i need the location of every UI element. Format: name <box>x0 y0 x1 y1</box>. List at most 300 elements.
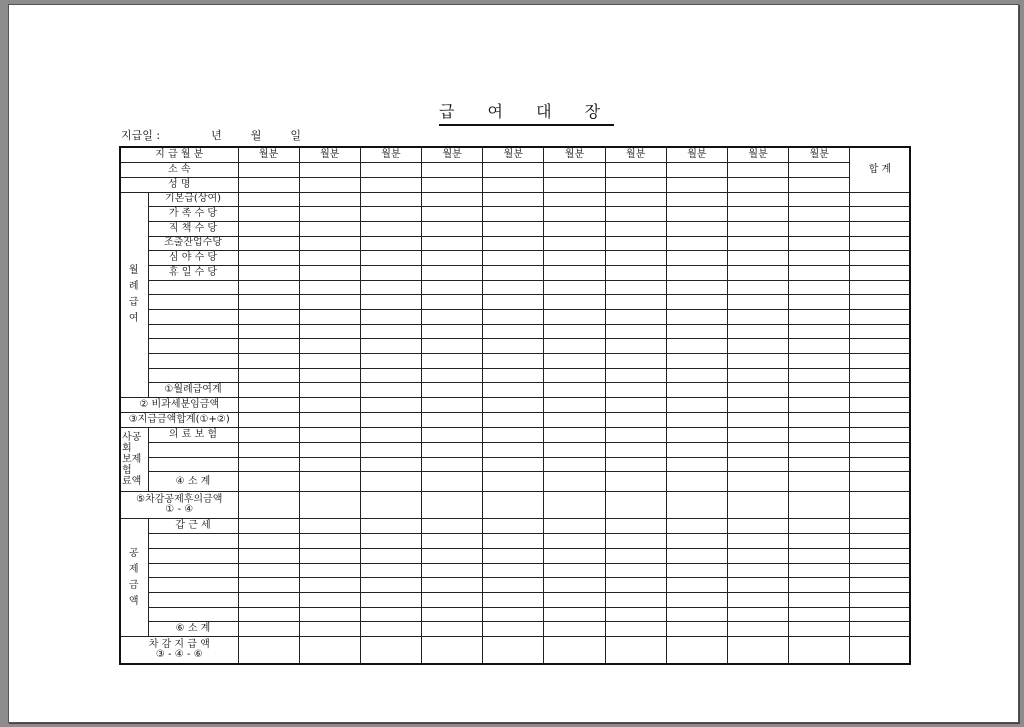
amount-cell[interactable] <box>238 578 299 593</box>
amount-cell[interactable] <box>728 592 789 607</box>
amount-cell[interactable] <box>666 354 727 369</box>
amount-cell[interactable] <box>483 310 544 325</box>
total-cell[interactable] <box>850 310 910 325</box>
amount-cell[interactable] <box>483 177 544 192</box>
amount-cell[interactable] <box>728 192 789 207</box>
amount-cell[interactable] <box>299 383 360 398</box>
total-cell[interactable] <box>850 192 910 207</box>
amount-cell[interactable] <box>789 383 850 398</box>
amount-cell[interactable] <box>789 428 850 443</box>
amount-cell[interactable] <box>544 548 605 563</box>
amount-cell[interactable] <box>422 413 483 428</box>
amount-cell[interactable] <box>483 548 544 563</box>
amount-cell[interactable] <box>238 354 299 369</box>
amount-cell[interactable] <box>299 578 360 593</box>
amount-cell[interactable] <box>299 534 360 549</box>
amount-cell[interactable] <box>789 398 850 413</box>
amount-cell[interactable] <box>544 383 605 398</box>
amount-cell[interactable] <box>360 265 421 280</box>
total-cell[interactable] <box>850 548 910 563</box>
amount-cell[interactable] <box>360 162 421 177</box>
amount-cell[interactable] <box>299 251 360 266</box>
amount-cell[interactable] <box>605 383 666 398</box>
amount-cell[interactable] <box>789 457 850 472</box>
amount-cell[interactable] <box>789 339 850 354</box>
amount-cell[interactable] <box>422 221 483 236</box>
total-cell[interactable] <box>850 534 910 549</box>
total-cell[interactable] <box>850 368 910 383</box>
amount-cell[interactable] <box>544 354 605 369</box>
amount-cell[interactable] <box>483 251 544 266</box>
amount-cell[interactable] <box>666 534 727 549</box>
amount-cell[interactable] <box>422 162 483 177</box>
amount-cell[interactable] <box>605 457 666 472</box>
amount-cell[interactable] <box>789 265 850 280</box>
amount-cell[interactable] <box>544 265 605 280</box>
amount-cell[interactable] <box>666 637 727 664</box>
amount-cell[interactable] <box>238 443 299 458</box>
amount-cell[interactable] <box>483 162 544 177</box>
amount-cell[interactable] <box>666 492 727 519</box>
amount-cell[interactable] <box>483 563 544 578</box>
amount-cell[interactable] <box>728 251 789 266</box>
amount-cell[interactable] <box>360 637 421 664</box>
amount-cell[interactable] <box>605 221 666 236</box>
amount-cell[interactable] <box>666 295 727 310</box>
amount-cell[interactable] <box>483 457 544 472</box>
amount-cell[interactable] <box>422 548 483 563</box>
amount-cell[interactable] <box>789 221 850 236</box>
total-cell[interactable] <box>850 472 910 492</box>
amount-cell[interactable] <box>789 548 850 563</box>
amount-cell[interactable] <box>728 443 789 458</box>
amount-cell[interactable] <box>238 637 299 664</box>
amount-cell[interactable] <box>238 207 299 222</box>
amount-cell[interactable] <box>299 413 360 428</box>
total-cell[interactable] <box>850 457 910 472</box>
amount-cell[interactable] <box>728 383 789 398</box>
total-cell[interactable] <box>850 324 910 339</box>
amount-cell[interactable] <box>789 368 850 383</box>
amount-cell[interactable] <box>605 339 666 354</box>
amount-cell[interactable] <box>605 637 666 664</box>
amount-cell[interactable] <box>666 162 727 177</box>
amount-cell[interactable] <box>299 472 360 492</box>
amount-cell[interactable] <box>605 310 666 325</box>
amount-cell[interactable] <box>360 354 421 369</box>
amount-cell[interactable] <box>789 607 850 622</box>
amount-cell[interactable] <box>360 339 421 354</box>
amount-cell[interactable] <box>299 236 360 251</box>
total-cell[interactable] <box>850 295 910 310</box>
amount-cell[interactable] <box>544 428 605 443</box>
amount-cell[interactable] <box>238 592 299 607</box>
amount-cell[interactable] <box>544 221 605 236</box>
amount-cell[interactable] <box>299 548 360 563</box>
amount-cell[interactable] <box>789 637 850 664</box>
amount-cell[interactable] <box>789 413 850 428</box>
amount-cell[interactable] <box>666 236 727 251</box>
amount-cell[interactable] <box>789 354 850 369</box>
amount-cell[interactable] <box>605 413 666 428</box>
amount-cell[interactable] <box>789 162 850 177</box>
total-cell[interactable] <box>850 622 910 637</box>
amount-cell[interactable] <box>238 428 299 443</box>
amount-cell[interactable] <box>789 534 850 549</box>
amount-cell[interactable] <box>605 428 666 443</box>
amount-cell[interactable] <box>728 578 789 593</box>
amount-cell[interactable] <box>483 295 544 310</box>
amount-cell[interactable] <box>728 207 789 222</box>
amount-cell[interactable] <box>666 563 727 578</box>
amount-cell[interactable] <box>728 622 789 637</box>
amount-cell[interactable] <box>728 177 789 192</box>
amount-cell[interactable] <box>789 324 850 339</box>
amount-cell[interactable] <box>483 413 544 428</box>
total-cell[interactable] <box>850 354 910 369</box>
amount-cell[interactable] <box>544 413 605 428</box>
amount-cell[interactable] <box>360 192 421 207</box>
amount-cell[interactable] <box>483 207 544 222</box>
amount-cell[interactable] <box>422 578 483 593</box>
amount-cell[interactable] <box>299 162 360 177</box>
amount-cell[interactable] <box>360 280 421 295</box>
total-cell[interactable] <box>850 339 910 354</box>
amount-cell[interactable] <box>544 324 605 339</box>
amount-cell[interactable] <box>422 207 483 222</box>
amount-cell[interactable] <box>666 192 727 207</box>
amount-cell[interactable] <box>789 207 850 222</box>
amount-cell[interactable] <box>728 492 789 519</box>
amount-cell[interactable] <box>422 428 483 443</box>
amount-cell[interactable] <box>666 457 727 472</box>
amount-cell[interactable] <box>544 177 605 192</box>
amount-cell[interactable] <box>360 519 421 534</box>
amount-cell[interactable] <box>238 295 299 310</box>
amount-cell[interactable] <box>483 607 544 622</box>
amount-cell[interactable] <box>728 339 789 354</box>
amount-cell[interactable] <box>483 592 544 607</box>
amount-cell[interactable] <box>422 592 483 607</box>
total-cell[interactable] <box>850 383 910 398</box>
amount-cell[interactable] <box>728 280 789 295</box>
amount-cell[interactable] <box>360 592 421 607</box>
amount-cell[interactable] <box>299 622 360 637</box>
total-cell[interactable] <box>850 413 910 428</box>
amount-cell[interactable] <box>605 548 666 563</box>
amount-cell[interactable] <box>728 354 789 369</box>
amount-cell[interactable] <box>299 492 360 519</box>
amount-cell[interactable] <box>422 324 483 339</box>
amount-cell[interactable] <box>422 457 483 472</box>
amount-cell[interactable] <box>789 443 850 458</box>
amount-cell[interactable] <box>605 492 666 519</box>
amount-cell[interactable] <box>605 265 666 280</box>
amount-cell[interactable] <box>422 607 483 622</box>
amount-cell[interactable] <box>238 472 299 492</box>
amount-cell[interactable] <box>483 354 544 369</box>
amount-cell[interactable] <box>238 368 299 383</box>
amount-cell[interactable] <box>605 578 666 593</box>
amount-cell[interactable] <box>422 177 483 192</box>
total-cell[interactable] <box>850 398 910 413</box>
amount-cell[interactable] <box>605 177 666 192</box>
amount-cell[interactable] <box>789 251 850 266</box>
amount-cell[interactable] <box>483 443 544 458</box>
amount-cell[interactable] <box>299 265 360 280</box>
amount-cell[interactable] <box>544 519 605 534</box>
amount-cell[interactable] <box>544 280 605 295</box>
amount-cell[interactable] <box>666 310 727 325</box>
amount-cell[interactable] <box>544 637 605 664</box>
amount-cell[interactable] <box>728 368 789 383</box>
amount-cell[interactable] <box>238 177 299 192</box>
amount-cell[interactable] <box>544 592 605 607</box>
amount-cell[interactable] <box>360 443 421 458</box>
amount-cell[interactable] <box>299 428 360 443</box>
amount-cell[interactable] <box>544 236 605 251</box>
amount-cell[interactable] <box>238 398 299 413</box>
amount-cell[interactable] <box>789 622 850 637</box>
amount-cell[interactable] <box>483 280 544 295</box>
amount-cell[interactable] <box>422 472 483 492</box>
amount-cell[interactable] <box>666 177 727 192</box>
amount-cell[interactable] <box>728 457 789 472</box>
amount-cell[interactable] <box>666 339 727 354</box>
amount-cell[interactable] <box>238 192 299 207</box>
amount-cell[interactable] <box>299 207 360 222</box>
amount-cell[interactable] <box>360 221 421 236</box>
amount-cell[interactable] <box>483 398 544 413</box>
amount-cell[interactable] <box>238 457 299 472</box>
amount-cell[interactable] <box>483 236 544 251</box>
amount-cell[interactable] <box>605 354 666 369</box>
total-cell[interactable] <box>850 592 910 607</box>
amount-cell[interactable] <box>299 398 360 413</box>
amount-cell[interactable] <box>728 162 789 177</box>
amount-cell[interactable] <box>422 310 483 325</box>
amount-cell[interactable] <box>728 413 789 428</box>
amount-cell[interactable] <box>728 324 789 339</box>
amount-cell[interactable] <box>299 354 360 369</box>
amount-cell[interactable] <box>483 368 544 383</box>
amount-cell[interactable] <box>360 310 421 325</box>
total-cell[interactable] <box>850 207 910 222</box>
amount-cell[interactable] <box>360 324 421 339</box>
amount-cell[interactable] <box>299 607 360 622</box>
amount-cell[interactable] <box>544 207 605 222</box>
amount-cell[interactable] <box>422 383 483 398</box>
amount-cell[interactable] <box>238 492 299 519</box>
amount-cell[interactable] <box>483 578 544 593</box>
amount-cell[interactable] <box>666 383 727 398</box>
amount-cell[interactable] <box>360 251 421 266</box>
amount-cell[interactable] <box>360 622 421 637</box>
amount-cell[interactable] <box>360 413 421 428</box>
amount-cell[interactable] <box>666 428 727 443</box>
amount-cell[interactable] <box>605 207 666 222</box>
amount-cell[interactable] <box>728 221 789 236</box>
amount-cell[interactable] <box>422 280 483 295</box>
amount-cell[interactable] <box>483 637 544 664</box>
total-cell[interactable] <box>850 251 910 266</box>
amount-cell[interactable] <box>728 472 789 492</box>
amount-cell[interactable] <box>360 428 421 443</box>
amount-cell[interactable] <box>605 443 666 458</box>
amount-cell[interactable] <box>299 295 360 310</box>
amount-cell[interactable] <box>422 368 483 383</box>
total-cell[interactable] <box>850 428 910 443</box>
amount-cell[interactable] <box>299 192 360 207</box>
amount-cell[interactable] <box>666 519 727 534</box>
amount-cell[interactable] <box>666 578 727 593</box>
amount-cell[interactable] <box>789 280 850 295</box>
amount-cell[interactable] <box>605 192 666 207</box>
amount-cell[interactable] <box>483 428 544 443</box>
amount-cell[interactable] <box>728 398 789 413</box>
total-cell[interactable] <box>850 492 910 519</box>
amount-cell[interactable] <box>544 310 605 325</box>
total-cell[interactable] <box>850 607 910 622</box>
amount-cell[interactable] <box>238 519 299 534</box>
total-cell[interactable] <box>850 280 910 295</box>
amount-cell[interactable] <box>238 563 299 578</box>
amount-cell[interactable] <box>483 324 544 339</box>
amount-cell[interactable] <box>483 221 544 236</box>
amount-cell[interactable] <box>422 354 483 369</box>
amount-cell[interactable] <box>299 368 360 383</box>
amount-cell[interactable] <box>238 339 299 354</box>
amount-cell[interactable] <box>605 295 666 310</box>
total-cell[interactable] <box>850 221 910 236</box>
total-cell[interactable] <box>850 637 910 664</box>
amount-cell[interactable] <box>238 251 299 266</box>
amount-cell[interactable] <box>422 637 483 664</box>
amount-cell[interactable] <box>728 563 789 578</box>
amount-cell[interactable] <box>789 472 850 492</box>
total-cell[interactable] <box>850 563 910 578</box>
amount-cell[interactable] <box>728 236 789 251</box>
amount-cell[interactable] <box>605 607 666 622</box>
amount-cell[interactable] <box>299 519 360 534</box>
amount-cell[interactable] <box>544 339 605 354</box>
amount-cell[interactable] <box>422 192 483 207</box>
amount-cell[interactable] <box>299 457 360 472</box>
amount-cell[interactable] <box>789 177 850 192</box>
amount-cell[interactable] <box>422 295 483 310</box>
amount-cell[interactable] <box>299 443 360 458</box>
amount-cell[interactable] <box>728 265 789 280</box>
amount-cell[interactable] <box>789 592 850 607</box>
amount-cell[interactable] <box>789 519 850 534</box>
amount-cell[interactable] <box>544 457 605 472</box>
amount-cell[interactable] <box>789 492 850 519</box>
amount-cell[interactable] <box>605 280 666 295</box>
total-cell[interactable] <box>850 236 910 251</box>
amount-cell[interactable] <box>238 221 299 236</box>
amount-cell[interactable] <box>483 339 544 354</box>
amount-cell[interactable] <box>422 251 483 266</box>
amount-cell[interactable] <box>360 548 421 563</box>
amount-cell[interactable] <box>605 398 666 413</box>
amount-cell[interactable] <box>789 310 850 325</box>
amount-cell[interactable] <box>422 236 483 251</box>
amount-cell[interactable] <box>360 207 421 222</box>
amount-cell[interactable] <box>422 534 483 549</box>
amount-cell[interactable] <box>728 519 789 534</box>
amount-cell[interactable] <box>666 548 727 563</box>
amount-cell[interactable] <box>238 534 299 549</box>
amount-cell[interactable] <box>666 265 727 280</box>
amount-cell[interactable] <box>360 383 421 398</box>
amount-cell[interactable] <box>360 607 421 622</box>
amount-cell[interactable] <box>544 563 605 578</box>
amount-cell[interactable] <box>422 398 483 413</box>
amount-cell[interactable] <box>422 443 483 458</box>
amount-cell[interactable] <box>238 280 299 295</box>
amount-cell[interactable] <box>728 548 789 563</box>
total-cell[interactable] <box>850 265 910 280</box>
amount-cell[interactable] <box>605 534 666 549</box>
amount-cell[interactable] <box>299 637 360 664</box>
amount-cell[interactable] <box>360 457 421 472</box>
amount-cell[interactable] <box>299 177 360 192</box>
amount-cell[interactable] <box>605 251 666 266</box>
amount-cell[interactable] <box>360 492 421 519</box>
amount-cell[interactable] <box>483 519 544 534</box>
amount-cell[interactable] <box>605 324 666 339</box>
amount-cell[interactable] <box>299 310 360 325</box>
amount-cell[interactable] <box>238 607 299 622</box>
amount-cell[interactable] <box>544 622 605 637</box>
amount-cell[interactable] <box>666 607 727 622</box>
amount-cell[interactable] <box>483 472 544 492</box>
amount-cell[interactable] <box>666 207 727 222</box>
amount-cell[interactable] <box>360 578 421 593</box>
amount-cell[interactable] <box>666 413 727 428</box>
amount-cell[interactable] <box>789 295 850 310</box>
amount-cell[interactable] <box>789 578 850 593</box>
amount-cell[interactable] <box>544 578 605 593</box>
amount-cell[interactable] <box>422 492 483 519</box>
amount-cell[interactable] <box>299 563 360 578</box>
amount-cell[interactable] <box>728 637 789 664</box>
amount-cell[interactable] <box>483 622 544 637</box>
amount-cell[interactable] <box>238 622 299 637</box>
amount-cell[interactable] <box>728 295 789 310</box>
amount-cell[interactable] <box>544 534 605 549</box>
amount-cell[interactable] <box>299 592 360 607</box>
amount-cell[interactable] <box>238 236 299 251</box>
amount-cell[interactable] <box>238 310 299 325</box>
amount-cell[interactable] <box>360 236 421 251</box>
amount-cell[interactable] <box>422 519 483 534</box>
amount-cell[interactable] <box>238 383 299 398</box>
amount-cell[interactable] <box>422 622 483 637</box>
amount-cell[interactable] <box>666 398 727 413</box>
total-cell[interactable] <box>850 519 910 534</box>
amount-cell[interactable] <box>544 162 605 177</box>
amount-cell[interactable] <box>299 280 360 295</box>
amount-cell[interactable] <box>360 534 421 549</box>
amount-cell[interactable] <box>605 519 666 534</box>
amount-cell[interactable] <box>544 192 605 207</box>
amount-cell[interactable] <box>666 472 727 492</box>
amount-cell[interactable] <box>483 383 544 398</box>
amount-cell[interactable] <box>238 162 299 177</box>
total-cell[interactable] <box>850 578 910 593</box>
amount-cell[interactable] <box>238 548 299 563</box>
